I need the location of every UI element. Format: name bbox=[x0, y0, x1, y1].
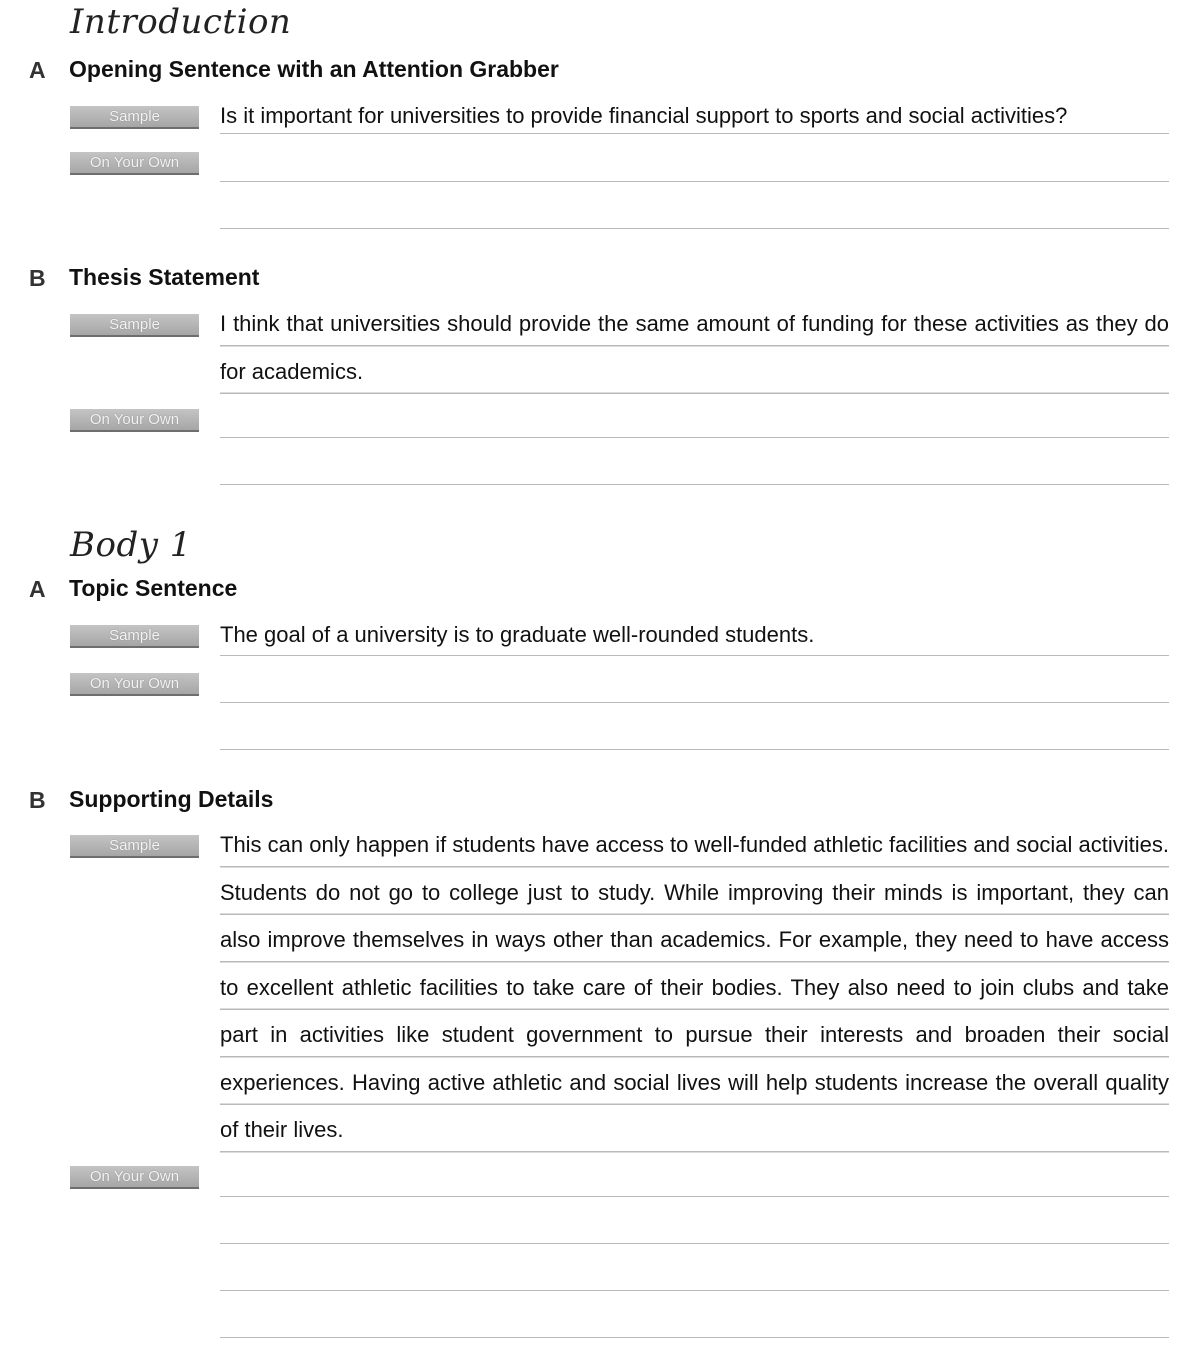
writing-line[interactable] bbox=[220, 1337, 1169, 1338]
on-your-own-tag: On Your Own bbox=[70, 673, 199, 696]
writing-line[interactable] bbox=[220, 749, 1169, 750]
opening-sentence-title: Opening Sentence with an Attention Grabber bbox=[69, 56, 559, 82]
writing-line[interactable] bbox=[220, 228, 1169, 229]
writing-line[interactable] bbox=[220, 437, 1169, 438]
writing-line bbox=[220, 133, 1169, 134]
section-letter-a: A bbox=[29, 576, 46, 602]
writing-line[interactable] bbox=[220, 484, 1169, 485]
on-your-own-tag: On Your Own bbox=[70, 409, 199, 432]
thesis-statement-title: Thesis Statement bbox=[69, 264, 260, 290]
writing-line bbox=[220, 655, 1169, 656]
writing-line[interactable] bbox=[220, 181, 1169, 182]
writing-line[interactable] bbox=[220, 1243, 1169, 1244]
opening-sentence-sample-text: Is it important for universities to provide financial support to sports and social activities? bbox=[220, 103, 1068, 128]
supporting-details-sample-text: This can only happen if students have access to well-funded athletic facilities and social activities. Students do not go to college just to study. While improving their minds is important, they can also improve themselves in ways other than academics. For example, they need to have access to excellent athletic facilities to take care of their bodies. They also need to join clubs and take part in activities like student government to pursue their interests and broaden their social experiences. Having active athletic and social lives will help students increase the overall quality of their lives. bbox=[220, 821, 1169, 1154]
on-your-own-tag: On Your Own bbox=[70, 152, 199, 175]
sample-tag: Sample bbox=[70, 625, 199, 648]
writing-line[interactable] bbox=[220, 1196, 1169, 1197]
supporting-details-title: Supporting Details bbox=[69, 786, 274, 812]
thesis-sample-text: I think that universities should provide the same amount of funding for these activities as they do for academics. bbox=[220, 300, 1169, 395]
section-letter-a: A bbox=[29, 57, 46, 83]
on-your-own-tag: On Your Own bbox=[70, 1166, 199, 1189]
writing-line[interactable] bbox=[220, 1290, 1169, 1291]
topic-sentence-title: Topic Sentence bbox=[69, 575, 238, 601]
writing-line[interactable] bbox=[220, 702, 1169, 703]
body1-heading: Body 1 bbox=[70, 525, 192, 565]
topic-sentence-sample-text: The goal of a university is to graduate well-rounded students. bbox=[220, 622, 815, 647]
sample-tag: Sample bbox=[70, 106, 199, 129]
section-letter-b: B bbox=[29, 787, 46, 813]
section-letter-b: B bbox=[29, 265, 46, 291]
introduction-heading: Introduction bbox=[70, 2, 292, 42]
sample-tag: Sample bbox=[70, 314, 199, 337]
sample-tag: Sample bbox=[70, 835, 199, 858]
